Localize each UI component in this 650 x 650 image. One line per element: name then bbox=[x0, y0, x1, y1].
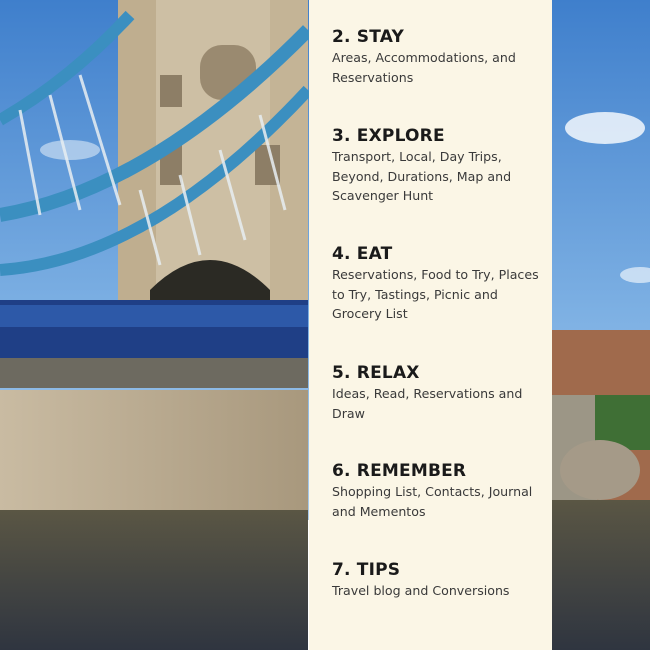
section-heading: 3. EXPLORE bbox=[332, 126, 445, 146]
section-description: Reservations, Food to Try, Places to Try, Tastings, Picnic and Grocery List bbox=[332, 267, 539, 322]
section-description: Areas, Accommodations, and Reservations bbox=[332, 50, 516, 85]
section-description: Ideas, Read, Reservations and Draw bbox=[332, 386, 523, 421]
section-remember bbox=[332, 460, 547, 521]
contents-panel bbox=[309, 0, 552, 650]
section-eat bbox=[332, 243, 547, 324]
section-description: Travel blog and Conversions bbox=[332, 583, 510, 598]
section-heading: 6. REMEMBER bbox=[332, 461, 467, 481]
section-heading: 4. EAT bbox=[332, 244, 393, 264]
section-description: Transport, Local, Day Trips, Beyond, Durations, Map and Scavenger Hunt bbox=[332, 149, 512, 204]
section-heading: 5. RELAX bbox=[332, 363, 420, 383]
section-description: Shopping List, Contacts, Journal and Mementos bbox=[332, 484, 533, 519]
section-explore bbox=[332, 125, 547, 206]
section-heading: 7. TIPS bbox=[332, 560, 401, 580]
section-tips bbox=[332, 559, 547, 601]
section-stay bbox=[332, 26, 547, 87]
section-relax bbox=[332, 362, 547, 423]
section-heading: 2. STAY bbox=[332, 27, 404, 47]
